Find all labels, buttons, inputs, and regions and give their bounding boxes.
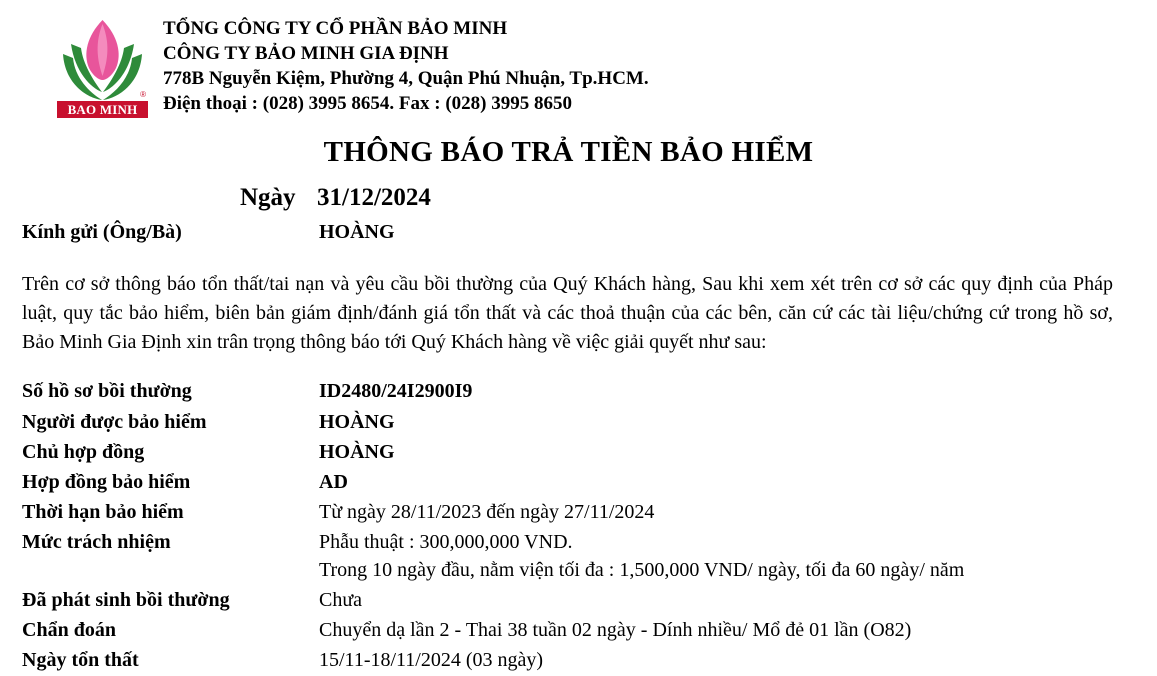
detail-value: 15/11-18/11/2024 (03 ngày) bbox=[319, 649, 544, 671]
detail-value: HOÀNG bbox=[319, 411, 395, 433]
detail-label: Mức trách nhiệm bbox=[22, 531, 171, 553]
recipient-label: Kính gửi (Ông/Bà) bbox=[22, 221, 182, 243]
date-label: Ngày bbox=[240, 184, 296, 211]
date-value: 31/12/2024 bbox=[317, 184, 431, 211]
company-parent-name: TỔNG CÔNG TY CỔ PHẦN BẢO MINH bbox=[163, 18, 508, 39]
detail-value: Từ ngày 28/11/2023 đến ngày 27/11/2024 bbox=[319, 501, 655, 523]
recipient-value: HOÀNG bbox=[319, 221, 395, 243]
detail-label: Thời hạn bảo hiểm bbox=[22, 501, 184, 523]
detail-label: Đã phát sinh bồi thường bbox=[22, 589, 230, 611]
detail-value: Chuyển dạ lần 2 - Thai 38 tuần 02 ngày - Dính nhiều/ Mổ đẻ 01 lần (O82) bbox=[319, 619, 912, 641]
detail-label: Ngày tổn thất bbox=[22, 649, 139, 671]
detail-label: Người được bảo hiểm bbox=[22, 411, 207, 433]
registered-mark-icon: ® bbox=[140, 90, 146, 99]
company-branch-name: CÔNG TY BẢO MINH GIA ĐỊNH bbox=[163, 43, 449, 64]
detail-label: Hợp đồng bảo hiểm bbox=[22, 471, 191, 493]
detail-value: ID2480/24I2900I9 bbox=[319, 380, 473, 402]
lotus-icon bbox=[57, 14, 148, 102]
bao-minh-logo bbox=[57, 14, 148, 118]
logo-text: BAO MINH bbox=[57, 101, 148, 118]
detail-value: Chưa bbox=[319, 589, 363, 611]
company-contact: Điện thoại : (028) 3995 8654. Fax : (028) 3995 8650 bbox=[163, 93, 572, 114]
detail-value-extra: Trong 10 ngày đầu, nằm viện tối đa : 1,500,000 VND/ ngày, tối đa 60 ngày/ năm bbox=[319, 559, 965, 581]
detail-value: HOÀNG bbox=[319, 441, 395, 463]
detail-label: Số hồ sơ bồi thường bbox=[22, 380, 192, 402]
detail-value: Phẫu thuật : 300,000,000 VND. bbox=[319, 531, 573, 553]
detail-value: AD bbox=[319, 471, 348, 493]
detail-label: Chủ hợp đồng bbox=[22, 441, 145, 463]
document-title: THÔNG BÁO TRẢ TIỀN BẢO HIỂM bbox=[323, 136, 814, 168]
intro-paragraph: Trên cơ sở thông báo tổn thất/tai nạn và yêu cầu bồi thường của Quý Khách hàng, Sau khi xem xét trên cơ sở các quy định của Pháp luật, quy tắc bảo hiểm, biên bản giám định/đánh giá tổn thất và các thoả thuận của các bên, căn cứ các tài liệu/chứng cứ trong hồ sơ, Bảo Minh Gia Định xin trân trọng thông báo tới Quý Khách hàng về việc giải quyết như sau: bbox=[22, 273, 1113, 353]
company-header bbox=[163, 16, 649, 116]
detail-label: Chẩn đoán bbox=[22, 619, 116, 641]
company-address: 778B Nguyễn Kiệm, Phường 4, Quận Phú Nhuận, Tp.HCM. bbox=[163, 68, 649, 89]
